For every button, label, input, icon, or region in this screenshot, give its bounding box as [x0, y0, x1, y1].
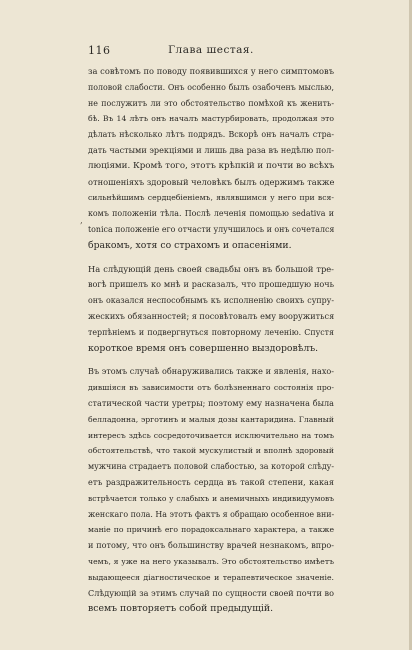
- text-line: выдающееся діагностическое и терапевтическое значеніе.: [88, 572, 334, 582]
- page-header: [88, 44, 334, 60]
- paragraph-1: [88, 64, 334, 254]
- page-number: 116: [88, 44, 111, 57]
- text-line: маніе по причинѣ его порадоксальнаго характера, а также: [88, 525, 334, 535]
- text-line: етъ раздражительность сердца въ такой степени, какая: [88, 476, 334, 487]
- text-line: комъ положеніи тѣла. Послѣ леченія помощью sedativa и: [88, 209, 334, 219]
- text-line: и потому, что онъ большинству врачей незнакомъ, впро-: [88, 540, 334, 551]
- text-line: всемъ повторяетъ собой предыдущій.: [88, 603, 274, 615]
- text-line: за совѣтомъ по поводу появившихся у него симптомовъ: [88, 66, 334, 76]
- text-line: tonica положеніе его отчасти улучшилось и онъ сочетался: [88, 224, 335, 234]
- text-line: не послужитъ ли это обстоятельство помѣхой къ женить-: [88, 98, 334, 108]
- text-line: статической части уретры; поэтому ему назначена была: [88, 397, 334, 408]
- paragraph-3: [88, 364, 334, 617]
- text-line: отношеніяхъ здоровый человѣкъ былъ одержимъ также: [88, 176, 335, 187]
- paragraph-2: [88, 262, 334, 357]
- text-line: Въ этомъ случаѣ обнаруживались также и явленія, нахо-: [88, 366, 334, 377]
- running-head: Глава шестая.: [168, 44, 254, 56]
- paragraph-gap: [88, 254, 334, 262]
- body-text: [88, 64, 334, 617]
- text-line: онъ оказался неспособнымъ къ исполненію своихъ супру-: [88, 296, 334, 306]
- text-line: интересъ здѣсь сосредоточивается исключительно на томъ: [88, 430, 334, 440]
- text-line: жескихъ обязанностей; я посовѣтовалъ ему вооружиться: [88, 310, 335, 321]
- text-line: вогѣ пришелъ ко мнѣ и расказалъ, что прошедшую ночь: [88, 279, 334, 290]
- margin-mark-icon: ,: [80, 216, 83, 226]
- text-line: белладонна, эрготинъ и малыя дозы кантаридина. Главный: [88, 414, 334, 424]
- text-line: чемъ, я уже на него указывалъ. Это обстоятельство имѣетъ: [88, 556, 334, 566]
- text-line: короткое время онъ совершенно выздоровѣлъ.: [88, 342, 319, 354]
- text-line: сильнѣйшимъ сердцебіеніемъ, являвшимся у него при вся-: [88, 193, 334, 203]
- text-line: На слѣдующій день своей свадьбы онъ въ большой тре-: [88, 263, 334, 274]
- text-line: люціями. Кромѣ того, этотъ крѣпкій и почти во всѣхъ: [88, 160, 335, 171]
- text-line: встрѣчается только у слабыхъ и анемичныхъ индивидуумовъ: [88, 493, 334, 503]
- text-line: обстоятельствѣ, что такой мускулистый и вполнѣ здоровый: [88, 446, 334, 456]
- text-line: бѣ. Въ 14 лѣтъ онъ началъ мастурбировать, продолжая это: [88, 114, 334, 124]
- text-line: мужчина страдаетъ половой слабостью, за которой слѣду-: [88, 462, 334, 472]
- paragraph-gap: [88, 356, 334, 364]
- text-line: дившіяся въ зависимости отъ болѣзненнаго состоянія про-: [88, 383, 334, 393]
- text-line: женскаго пола. На этотъ фактъ я обращаю особенное вни-: [88, 509, 335, 519]
- text-line: дать частыми эрекціями и лишь два раза въ недѣлю пол-: [88, 144, 334, 155]
- text-line: Слѣдующій за этимъ случай по сущности своей почти во: [88, 587, 334, 598]
- text-line: терпѣніемъ и подвергнуться повторному леченію. Спустя: [88, 327, 334, 337]
- text-line: бракомъ, хотя со страхомъ и опасеніями.: [88, 239, 292, 251]
- text-line: дѣлать нѣсколько лѣтъ подрядъ. Вскорѣ онъ началъ стра-: [88, 130, 334, 140]
- text-line: половой слабости. Онъ особенно былъ озабоченъ мыслью,: [88, 82, 334, 92]
